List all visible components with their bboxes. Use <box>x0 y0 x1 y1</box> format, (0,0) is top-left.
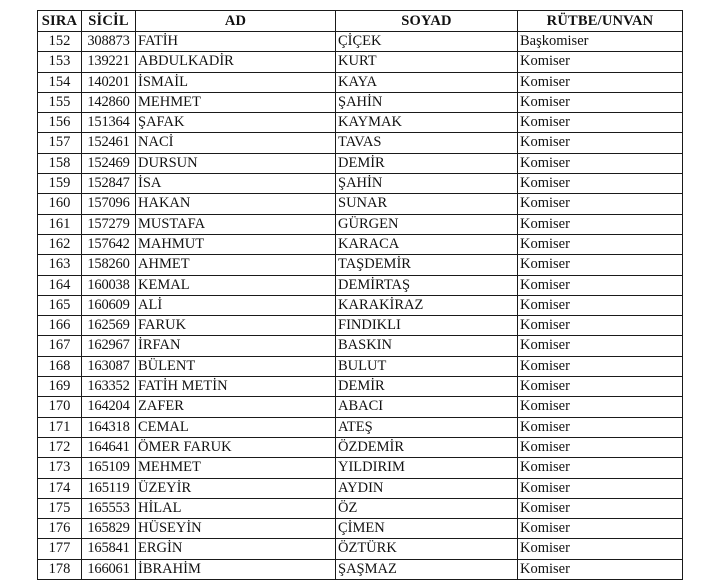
cell-sira: 161 <box>38 214 82 234</box>
cell-sira: 176 <box>38 519 82 539</box>
cell-sira: 157 <box>38 133 82 153</box>
cell-soyad: DEMİR <box>336 153 518 173</box>
table-row <box>38 255 683 275</box>
table-row <box>38 174 683 194</box>
table-row <box>38 113 683 133</box>
table-row <box>38 519 683 539</box>
cell-soyad: KAYMAK <box>336 113 518 133</box>
cell-sira: 163 <box>38 255 82 275</box>
cell-ad: İSA <box>136 174 336 194</box>
cell-rutbe: Komiser <box>518 214 683 234</box>
cell-soyad: DEMİRTAŞ <box>336 275 518 295</box>
cell-soyad: DEMİR <box>336 377 518 397</box>
cell-ad: ABDULKADİR <box>136 52 336 72</box>
cell-sira: 177 <box>38 539 82 559</box>
cell-sira: 167 <box>38 336 82 356</box>
cell-sira: 164 <box>38 275 82 295</box>
cell-sicil: 165553 <box>82 498 136 518</box>
header-row <box>38 11 683 32</box>
cell-sira: 169 <box>38 377 82 397</box>
cell-sira: 154 <box>38 72 82 92</box>
header-ad: AD <box>136 11 336 32</box>
table-row <box>38 153 683 173</box>
cell-sira: 166 <box>38 316 82 336</box>
cell-sicil: 139221 <box>82 52 136 72</box>
cell-ad: MEHMET <box>136 92 336 112</box>
cell-ad: MAHMUT <box>136 234 336 254</box>
cell-sicil: 160609 <box>82 295 136 315</box>
table-row <box>38 32 683 52</box>
cell-rutbe: Komiser <box>518 316 683 336</box>
cell-ad: İRFAN <box>136 336 336 356</box>
cell-rutbe: Komiser <box>518 336 683 356</box>
cell-sicil: 308873 <box>82 32 136 52</box>
cell-sicil: 164318 <box>82 417 136 437</box>
cell-rutbe: Komiser <box>518 458 683 478</box>
header-sicil: SİCİL <box>82 11 136 32</box>
table-row <box>38 539 683 559</box>
cell-sicil: 158260 <box>82 255 136 275</box>
cell-sira: 168 <box>38 356 82 376</box>
cell-sicil: 166061 <box>82 559 136 579</box>
cell-ad: ÜZEYİR <box>136 478 336 498</box>
cell-sicil: 142860 <box>82 92 136 112</box>
cell-rutbe: Komiser <box>518 295 683 315</box>
cell-sicil: 163087 <box>82 356 136 376</box>
table-row <box>38 417 683 437</box>
cell-sicil: 157096 <box>82 194 136 214</box>
table-header <box>38 11 683 32</box>
cell-sira: 178 <box>38 559 82 579</box>
cell-ad: KEMAL <box>136 275 336 295</box>
cell-soyad: ÖZDEMİR <box>336 437 518 457</box>
cell-soyad: AYDIN <box>336 478 518 498</box>
cell-sira: 160 <box>38 194 82 214</box>
cell-sicil: 157642 <box>82 234 136 254</box>
cell-sicil: 152469 <box>82 153 136 173</box>
table-body <box>38 32 683 580</box>
cell-soyad: TAŞDEMİR <box>336 255 518 275</box>
cell-ad: ZAFER <box>136 397 336 417</box>
cell-sira: 156 <box>38 113 82 133</box>
cell-ad: HÜSEYİN <box>136 519 336 539</box>
cell-sicil: 162569 <box>82 316 136 336</box>
cell-ad: HAKAN <box>136 194 336 214</box>
cell-sicil: 152847 <box>82 174 136 194</box>
table-row <box>38 437 683 457</box>
cell-rutbe: Komiser <box>518 417 683 437</box>
cell-soyad: KARAKİRAZ <box>336 295 518 315</box>
cell-ad: NACİ <box>136 133 336 153</box>
cell-soyad: ABACI <box>336 397 518 417</box>
cell-sira: 170 <box>38 397 82 417</box>
cell-soyad: ŞAHİN <box>336 92 518 112</box>
cell-rutbe: Komiser <box>518 397 683 417</box>
cell-sicil: 157279 <box>82 214 136 234</box>
cell-ad: ALİ <box>136 295 336 315</box>
cell-sira: 158 <box>38 153 82 173</box>
cell-sicil: 164204 <box>82 397 136 417</box>
cell-sira: 175 <box>38 498 82 518</box>
cell-rutbe: Komiser <box>518 519 683 539</box>
cell-rutbe: Komiser <box>518 133 683 153</box>
cell-rutbe: Komiser <box>518 113 683 133</box>
cell-rutbe: Komiser <box>518 72 683 92</box>
cell-sicil: 165841 <box>82 539 136 559</box>
cell-rutbe: Komiser <box>518 539 683 559</box>
table-row <box>38 458 683 478</box>
cell-soyad: BULUT <box>336 356 518 376</box>
cell-ad: AHMET <box>136 255 336 275</box>
table-row <box>38 92 683 112</box>
cell-sira: 174 <box>38 478 82 498</box>
cell-ad: MUSTAFA <box>136 214 336 234</box>
table-row <box>38 194 683 214</box>
cell-soyad: ÖZTÜRK <box>336 539 518 559</box>
header-sira: SIRA <box>38 11 82 32</box>
cell-ad: CEMAL <box>136 417 336 437</box>
cell-ad: İBRAHİM <box>136 559 336 579</box>
cell-sira: 165 <box>38 295 82 315</box>
cell-sira: 159 <box>38 174 82 194</box>
cell-sicil: 165119 <box>82 478 136 498</box>
cell-sicil: 163352 <box>82 377 136 397</box>
table-row <box>38 559 683 579</box>
cell-rutbe: Komiser <box>518 255 683 275</box>
cell-sicil: 164641 <box>82 437 136 457</box>
cell-sira: 172 <box>38 437 82 457</box>
cell-rutbe: Komiser <box>518 52 683 72</box>
table-row <box>38 72 683 92</box>
table-row <box>38 377 683 397</box>
cell-soyad: ATEŞ <box>336 417 518 437</box>
cell-sira: 153 <box>38 52 82 72</box>
cell-rutbe: Komiser <box>518 174 683 194</box>
cell-soyad: ÇİMEN <box>336 519 518 539</box>
cell-rutbe: Komiser <box>518 559 683 579</box>
table-row <box>38 275 683 295</box>
table-row <box>38 234 683 254</box>
cell-rutbe: Başkomiser <box>518 32 683 52</box>
cell-ad: FATİH METİN <box>136 377 336 397</box>
table-row <box>38 52 683 72</box>
cell-ad: ŞAFAK <box>136 113 336 133</box>
cell-rutbe: Komiser <box>518 194 683 214</box>
cell-soyad: KAYA <box>336 72 518 92</box>
table-row <box>38 316 683 336</box>
cell-sira: 155 <box>38 92 82 112</box>
cell-soyad: YILDIRIM <box>336 458 518 478</box>
cell-rutbe: Komiser <box>518 153 683 173</box>
cell-soyad: SUNAR <box>336 194 518 214</box>
cell-rutbe: Komiser <box>518 437 683 457</box>
cell-ad: ÖMER FARUK <box>136 437 336 457</box>
cell-sicil: 160038 <box>82 275 136 295</box>
cell-rutbe: Komiser <box>518 275 683 295</box>
table-row <box>38 397 683 417</box>
cell-ad: HİLAL <box>136 498 336 518</box>
table-row <box>38 133 683 153</box>
cell-soyad: KARACA <box>336 234 518 254</box>
cell-soyad: ÖZ <box>336 498 518 518</box>
cell-ad: İSMAİL <box>136 72 336 92</box>
cell-soyad: BASKIN <box>336 336 518 356</box>
cell-sicil: 140201 <box>82 72 136 92</box>
cell-ad: DURSUN <box>136 153 336 173</box>
header-rutbe: RÜTBE/UNVAN <box>518 11 683 32</box>
header-soyad: SOYAD <box>336 11 518 32</box>
cell-sira: 171 <box>38 417 82 437</box>
cell-ad: FATİH <box>136 32 336 52</box>
cell-sicil: 152461 <box>82 133 136 153</box>
cell-sicil: 162967 <box>82 336 136 356</box>
cell-ad: BÜLENT <box>136 356 336 376</box>
table-row <box>38 214 683 234</box>
cell-ad: MEHMET <box>136 458 336 478</box>
cell-rutbe: Komiser <box>518 498 683 518</box>
cell-soyad: KURT <box>336 52 518 72</box>
cell-sira: 173 <box>38 458 82 478</box>
cell-soyad: ŞAŞMAZ <box>336 559 518 579</box>
cell-rutbe: Komiser <box>518 234 683 254</box>
cell-sicil: 165829 <box>82 519 136 539</box>
cell-soyad: ŞAHİN <box>336 174 518 194</box>
cell-soyad: TAVAS <box>336 133 518 153</box>
cell-soyad: FINDIKLI <box>336 316 518 336</box>
cell-soyad: GÜRGEN <box>336 214 518 234</box>
cell-sira: 162 <box>38 234 82 254</box>
cell-sira: 152 <box>38 32 82 52</box>
cell-ad: FARUK <box>136 316 336 336</box>
personnel-table <box>37 10 683 580</box>
table-row <box>38 498 683 518</box>
cell-rutbe: Komiser <box>518 356 683 376</box>
cell-sicil: 165109 <box>82 458 136 478</box>
cell-rutbe: Komiser <box>518 478 683 498</box>
cell-soyad: ÇİÇEK <box>336 32 518 52</box>
cell-rutbe: Komiser <box>518 377 683 397</box>
cell-sicil: 151364 <box>82 113 136 133</box>
table-row <box>38 356 683 376</box>
document-page <box>37 10 682 580</box>
cell-rutbe: Komiser <box>518 92 683 112</box>
table-row <box>38 336 683 356</box>
cell-ad: ERGİN <box>136 539 336 559</box>
table-row <box>38 478 683 498</box>
table-row <box>38 295 683 315</box>
